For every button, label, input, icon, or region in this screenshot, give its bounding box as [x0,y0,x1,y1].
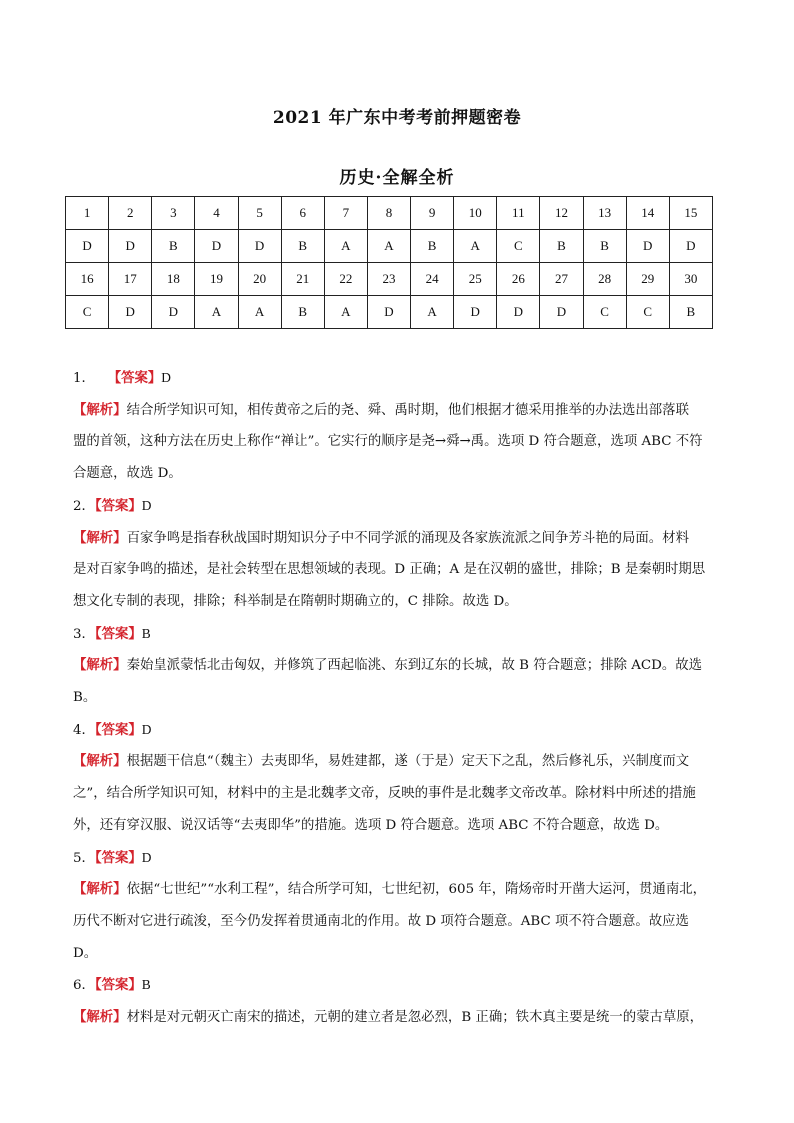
page-subtitle: 历史·全解全析 [339,168,455,188]
analysis-item [73,969,725,1033]
analysis-line [73,810,725,842]
answer-tag: 【答案】 [94,497,142,514]
question-number-row [66,197,713,230]
analysis-tag: 【解析】 [73,401,127,418]
answer-value: B [141,625,151,641]
answer-cell: D [626,230,669,263]
answer-cell: A [367,230,410,263]
analysis-tag: 【解析】 [73,657,127,674]
question-number-cell: 3 [152,197,195,230]
analysis-item [73,362,725,490]
answer-cell: D [669,230,712,263]
answer-cell: D [367,296,410,329]
analysis-line [73,1002,725,1034]
analysis-item [73,714,725,842]
analysis-text: 百家争鸣是指春秋战国时期知识分子中不同学派的涌现及各家族流派之间争芳斗艳的局面。材料 [126,530,689,546]
question-number-cell: 9 [411,197,454,230]
analysis-text: 是对百家争鸣的描述，是社会转型在思想领域的表现。D 正确；A 是在汉朝的盛世，排除；B 是秦朝时期思 [73,562,706,578]
question-number-cell: 8 [367,197,410,230]
question-number-cell: 11 [497,197,540,230]
analysis-tag: 【解析】 [73,1009,127,1026]
analysis-text: 依据“七世纪”“水利工程”，结合所学可知，七世纪初，605 年，隋炀帝时开凿大运河，贯通南北， [126,882,706,898]
question-number-cell: 7 [324,197,367,230]
answer-cell: D [195,230,238,263]
question-number-cell: 29 [626,263,669,296]
page-title: 2021 年广东中考考前押题密卷 [272,108,522,128]
answer-cell: D [238,230,281,263]
question-number-cell: 15 [669,197,712,230]
answer-cell: C [626,296,669,329]
answer-cell: D [454,296,497,329]
question-number-cell: 17 [109,263,152,296]
analysis-text: 盟的首领，这种方法在历史上称作“禅让”。它实行的顺序是尧→舜→禹。选项 D 符合题意，选项 ABC 不符 [73,434,703,450]
analysis-text: 想文化专制的表现，排除；科举制是在隋朝时期确立的，C 排除。故选 D。 [73,593,518,609]
analysis-item [73,618,725,714]
answer-tag: 【答案】 [94,977,142,994]
answer-cell: C [497,230,540,263]
answer-cell: D [109,230,152,263]
answer-value: B [141,977,151,993]
analysis-line [73,906,725,938]
question-number-cell: 14 [626,197,669,230]
answer-cell: B [540,230,583,263]
analysis-line [73,458,725,490]
question-number-cell: 25 [454,263,497,296]
answer-cell: A [324,230,367,263]
question-number-cell: 5 [238,197,281,230]
answer-cell: B [583,230,626,263]
answer-line [73,714,725,747]
question-number-cell: 6 [281,197,324,230]
analysis-text: 合题意，故选 D。 [73,466,182,482]
analysis-text: B。 [73,690,97,706]
analysis-text: 根据题干信息“（魏主）去夷即华，易姓建都，遂（于是）定天下之乱，然后修礼乐，兴制度而文 [126,754,690,770]
analysis-text: 之”，结合所学知识可知，材料中的主是北魏孝文帝，反映的事件是北魏孝文帝改革。除材料中所述的措施 [73,786,696,802]
analysis-tag: 【解析】 [73,529,127,546]
analysis-text: 外，还有穿汉服、说汉话等“去夷即华”的措施。选项 D 符合题意。选项 ABC 不符合题意，故选 D。 [73,817,669,833]
question-number-cell: 18 [152,263,195,296]
analysis-text: 材料是对元朝灭亡南宋的描述，元朝的建立者是忽必烈，B 正确；铁木真主要是统一的蒙古草原， [126,1010,704,1026]
analysis-line [73,778,725,810]
analysis-text: D。 [73,945,98,961]
answer-cell: D [540,296,583,329]
answer-tag: 【答案】 [107,370,162,386]
answer-value: D [141,849,152,865]
question-number-cell: 16 [66,263,109,296]
answer-cell: A [195,296,238,329]
answer-cell: C [66,296,109,329]
question-number-cell: 10 [454,197,497,230]
answer-line [73,969,725,1002]
analysis-line [73,746,725,778]
answer-tag: 【答案】 [94,721,142,738]
question-number-cell: 27 [540,263,583,296]
question-number-cell: 2 [109,197,152,230]
analysis-line [73,426,725,458]
answer-cell: D [66,230,109,263]
answer-cell: A [238,296,281,329]
answer-cell: A [454,230,497,263]
answer-value: D [161,370,171,385]
answer-cell: B [152,230,195,263]
question-number-row [66,263,713,296]
analysis-line [73,650,725,682]
question-number-cell: 20 [238,263,281,296]
question-number: 1． [73,371,95,386]
answer-cell: A [324,296,367,329]
analysis-line [73,554,725,586]
analysis-line [73,938,725,970]
question-number: 2． [73,498,95,514]
analysis-section [73,362,725,1034]
analysis-text: 结合所学知识可知，相传黄帝之后的尧、舜、禹时期，他们根据才德采用推举的办法选出部落联 [126,402,689,418]
answer-cell: B [411,230,454,263]
question-number-cell: 22 [324,263,367,296]
analysis-item [73,490,725,618]
answer-cell: D [152,296,195,329]
analysis-tag: 【解析】 [73,753,127,770]
analysis-text: 秦始皇派蒙恬北击匈奴，并修筑了西起临洮、东到辽东的长城，故 B 符合题意；排除 ACD。故选 [126,658,703,674]
question-number: 4． [73,722,95,738]
analysis-item [73,842,725,970]
question-number: 3． [73,626,95,642]
answer-line [73,842,725,875]
answer-row [66,296,713,329]
question-number-cell: 30 [669,263,712,296]
question-number-cell: 12 [540,197,583,230]
question-number: 6． [73,978,95,994]
question-number-cell: 23 [367,263,410,296]
answer-key-table [65,196,713,329]
answer-value: D [141,497,152,513]
answer-cell: D [109,296,152,329]
answer-line [73,362,725,395]
answer-line [73,618,725,651]
answer-cell: A [411,296,454,329]
analysis-line [73,682,725,714]
question-number-cell: 1 [66,197,109,230]
question-number-cell: 13 [583,197,626,230]
answer-line [73,490,725,523]
analysis-line [73,874,725,906]
answer-cell: B [281,296,324,329]
answer-cell: C [583,296,626,329]
analysis-tag: 【解析】 [73,881,127,898]
analysis-text: 历代不断对它进行疏浚，至今仍发挥着贯通南北的作用。故 D 项符合题意。ABC 项不符合题意。故应选 [73,913,689,929]
question-number-cell: 19 [195,263,238,296]
answer-tag: 【答案】 [94,849,142,866]
question-number-cell: 28 [583,263,626,296]
analysis-line [73,395,725,427]
answer-tag: 【答案】 [94,625,142,642]
question-number-cell: 26 [497,263,540,296]
question-number-cell: 21 [281,263,324,296]
answer-row [66,230,713,263]
answer-cell: B [281,230,324,263]
analysis-line [73,523,725,555]
answer-cell: B [669,296,712,329]
question-number-cell: 24 [411,263,454,296]
answer-cell: D [497,296,540,329]
question-number-cell: 4 [195,197,238,230]
question-number: 5． [73,850,95,866]
answer-value: D [141,721,152,737]
analysis-line [73,586,725,618]
